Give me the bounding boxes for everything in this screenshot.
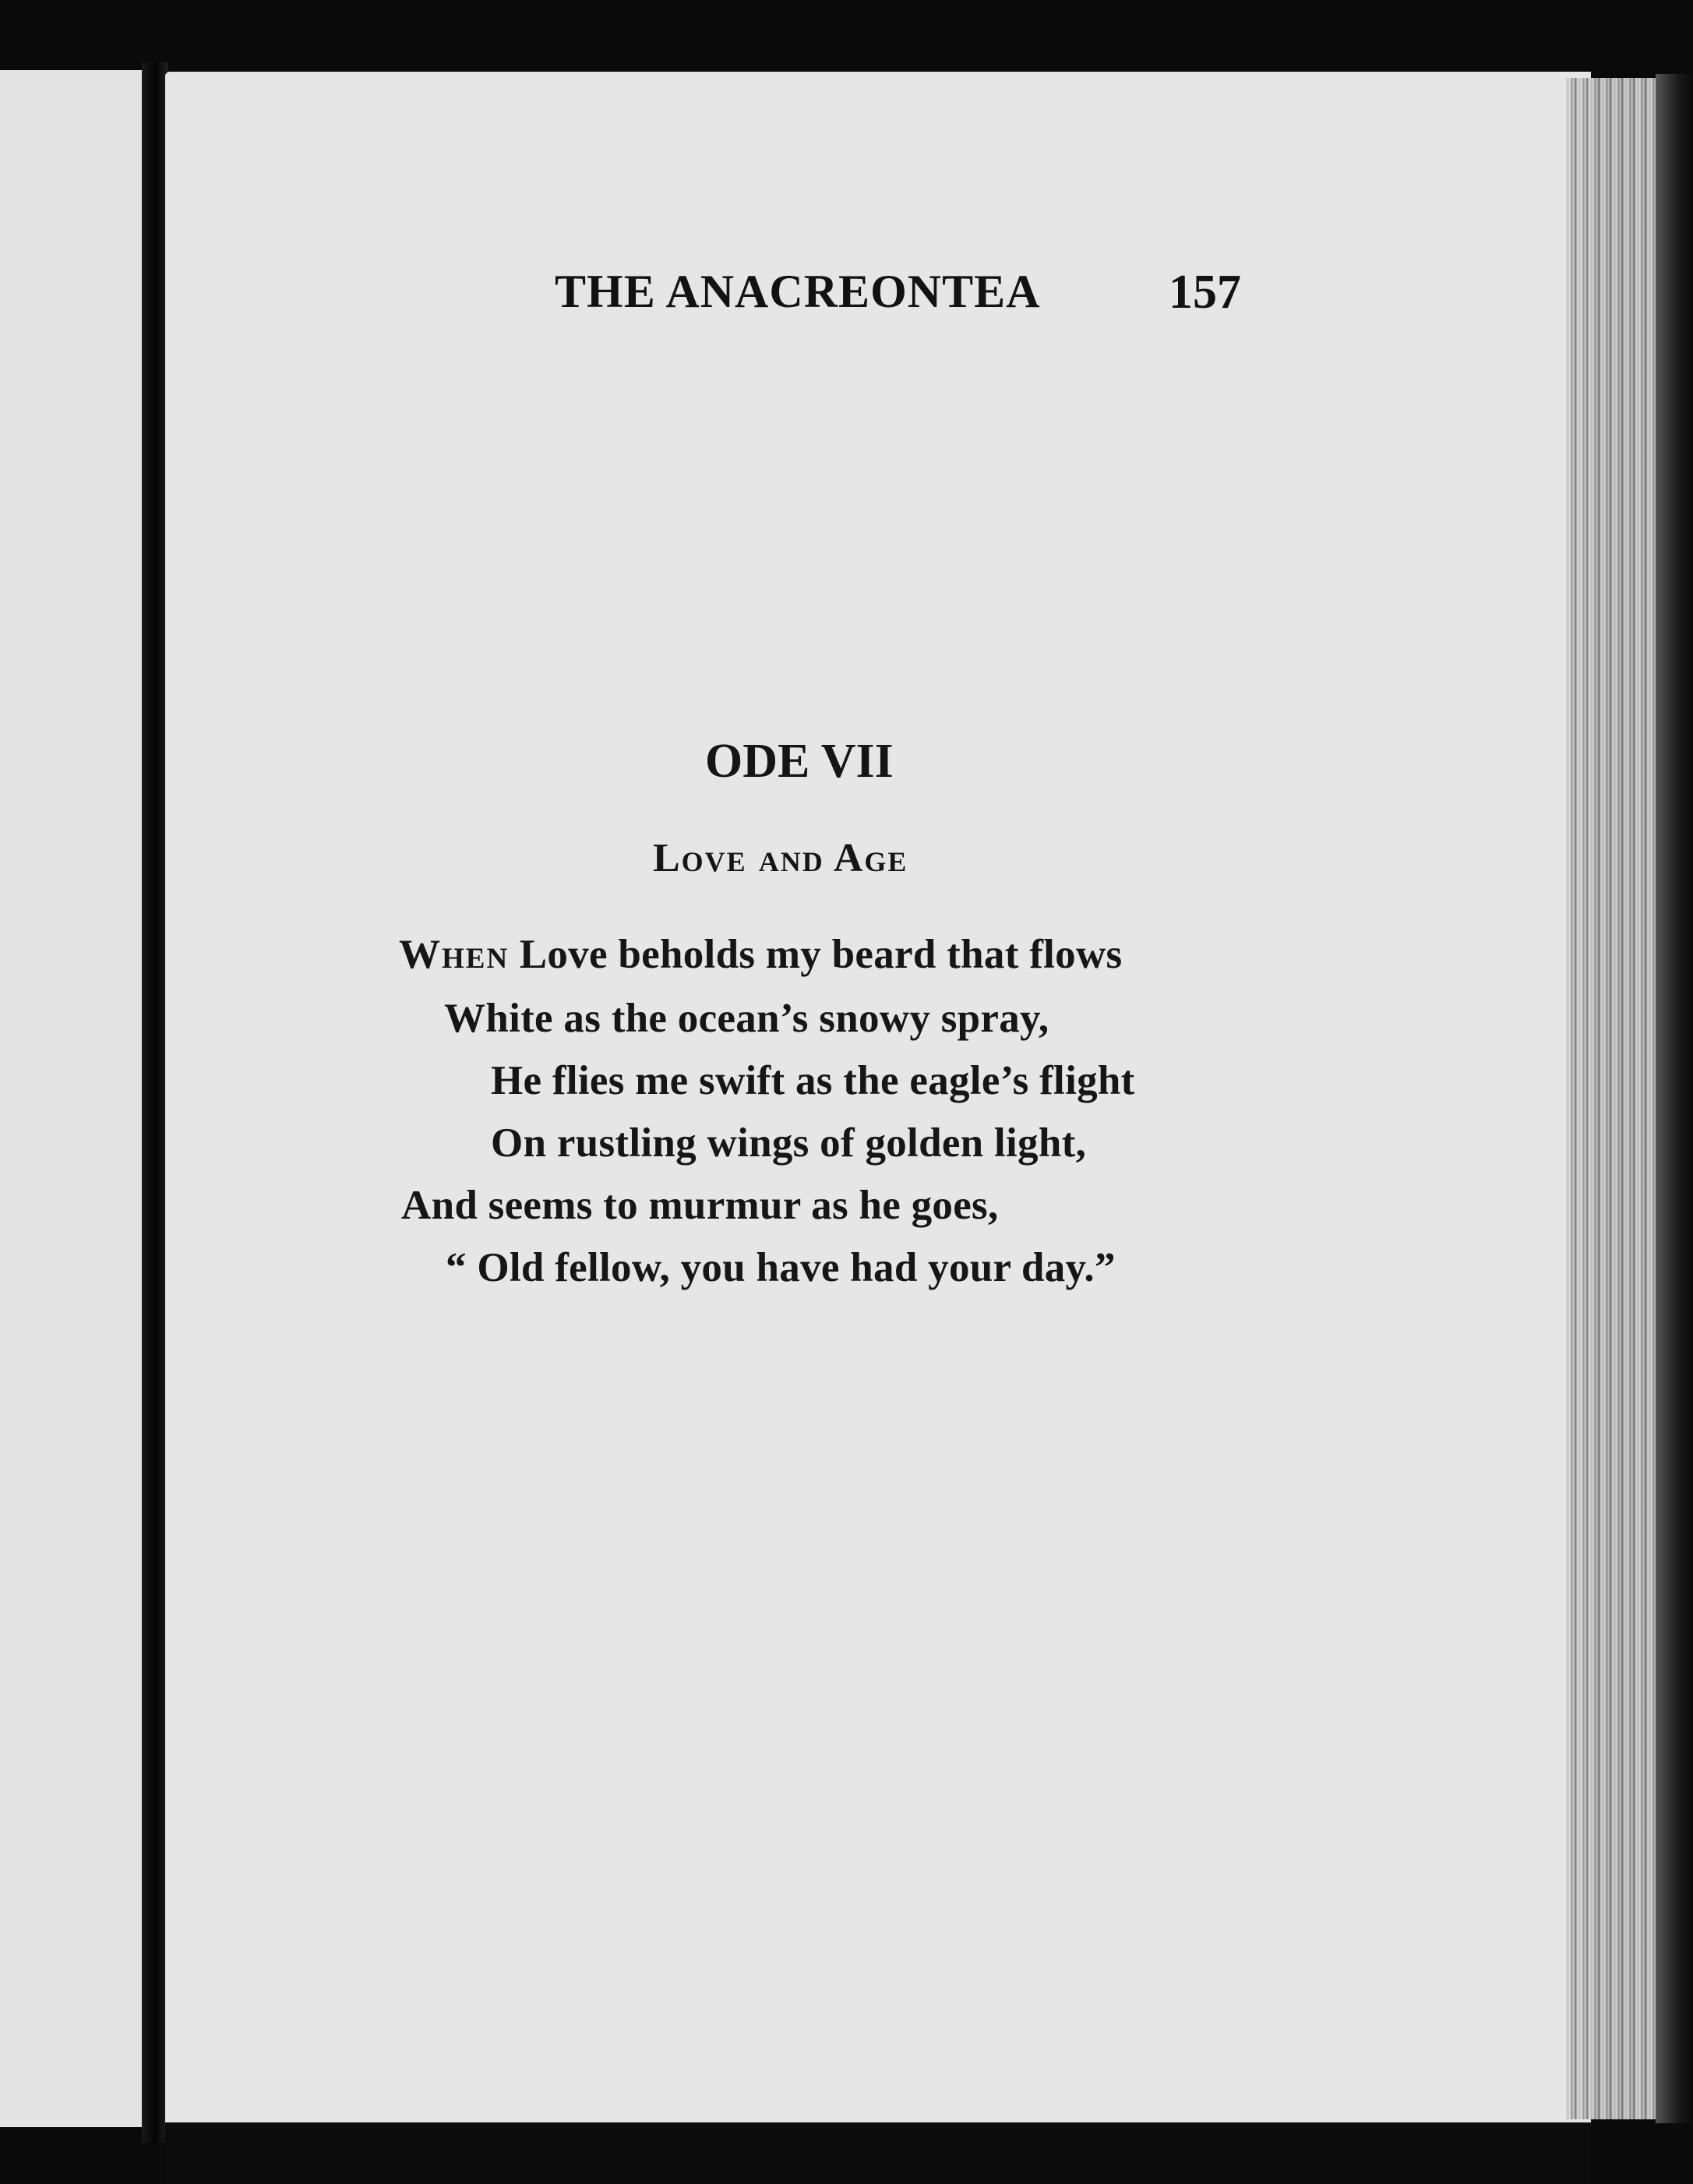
poem-line-text: He flies me swift as the eagle’s flight	[491, 1058, 1135, 1103]
book-gutter	[142, 62, 168, 2143]
page-number: 157	[1169, 266, 1241, 319]
poem-line-text: On rustling wings of golden light,	[491, 1120, 1087, 1166]
ode-title: ODE VII	[705, 735, 894, 788]
poem-line-text: And seems to murmur as he goes,	[401, 1183, 999, 1228]
poem-line-text: Love beholds my beard that flows	[509, 932, 1123, 977]
facing-page-edge	[0, 70, 142, 2127]
scan-bottom-border	[165, 2122, 1591, 2184]
ode-subtitle: Love and Age	[653, 836, 908, 880]
running-head: THE ANACREONTEA	[555, 266, 1041, 317]
page-edge-shadow	[1656, 74, 1693, 2123]
page-block-edge	[1566, 78, 1659, 2119]
poem-line-text: White as the ocean’s snowy spray,	[444, 996, 1049, 1041]
book-page	[165, 72, 1591, 2122]
poem-line-text: “ Old fellow, you have had your day.”	[446, 1245, 1116, 1290]
poem-line-lead-word: When	[399, 932, 510, 977]
